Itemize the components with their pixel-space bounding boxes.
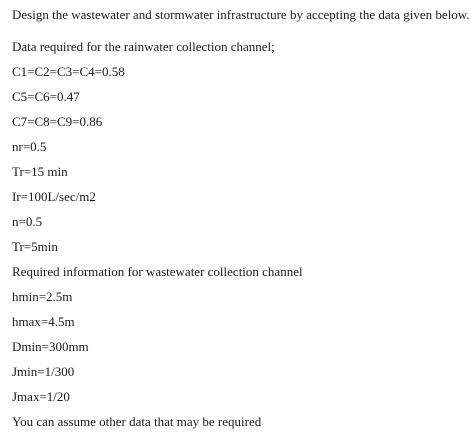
runoff-coefficients-c7-c9: C7=C8=C9=0.86 bbox=[12, 114, 103, 129]
assignment-instruction: Design the wastewater and stormwater infrastructure by accepting the data given below. bbox=[12, 7, 470, 22]
jmin-value: Jmin=1/300 bbox=[12, 364, 75, 379]
jmax-value: Jmax=1/20 bbox=[12, 389, 70, 404]
rainwater-section-heading: Data required for the rainwater collection channel; bbox=[12, 39, 275, 54]
dmin-value: Dmin=300mm bbox=[12, 339, 89, 354]
nr-value: nr=0.5 bbox=[12, 139, 47, 154]
ir-value: Ir=100L/sec/m2 bbox=[12, 189, 96, 204]
tr-value-rainwater: Tr=15 min bbox=[12, 164, 68, 179]
wastewater-section-heading: Required information for wastewater collection channel bbox=[12, 264, 303, 279]
assumption-note: You can assume other data that may be required bbox=[12, 414, 262, 429]
tr-value-second: Tr=5min bbox=[12, 239, 58, 254]
hmax-value: hmax=4.5m bbox=[12, 314, 75, 329]
hmin-value: hmin=2.5m bbox=[12, 289, 73, 304]
runoff-coefficients-c1-c4: C1=C2=C3=C4=0.58 bbox=[12, 64, 125, 79]
runoff-coefficients-c5-c6: C5=C6=0.47 bbox=[12, 89, 80, 104]
n-value: n=0.5 bbox=[12, 214, 43, 229]
